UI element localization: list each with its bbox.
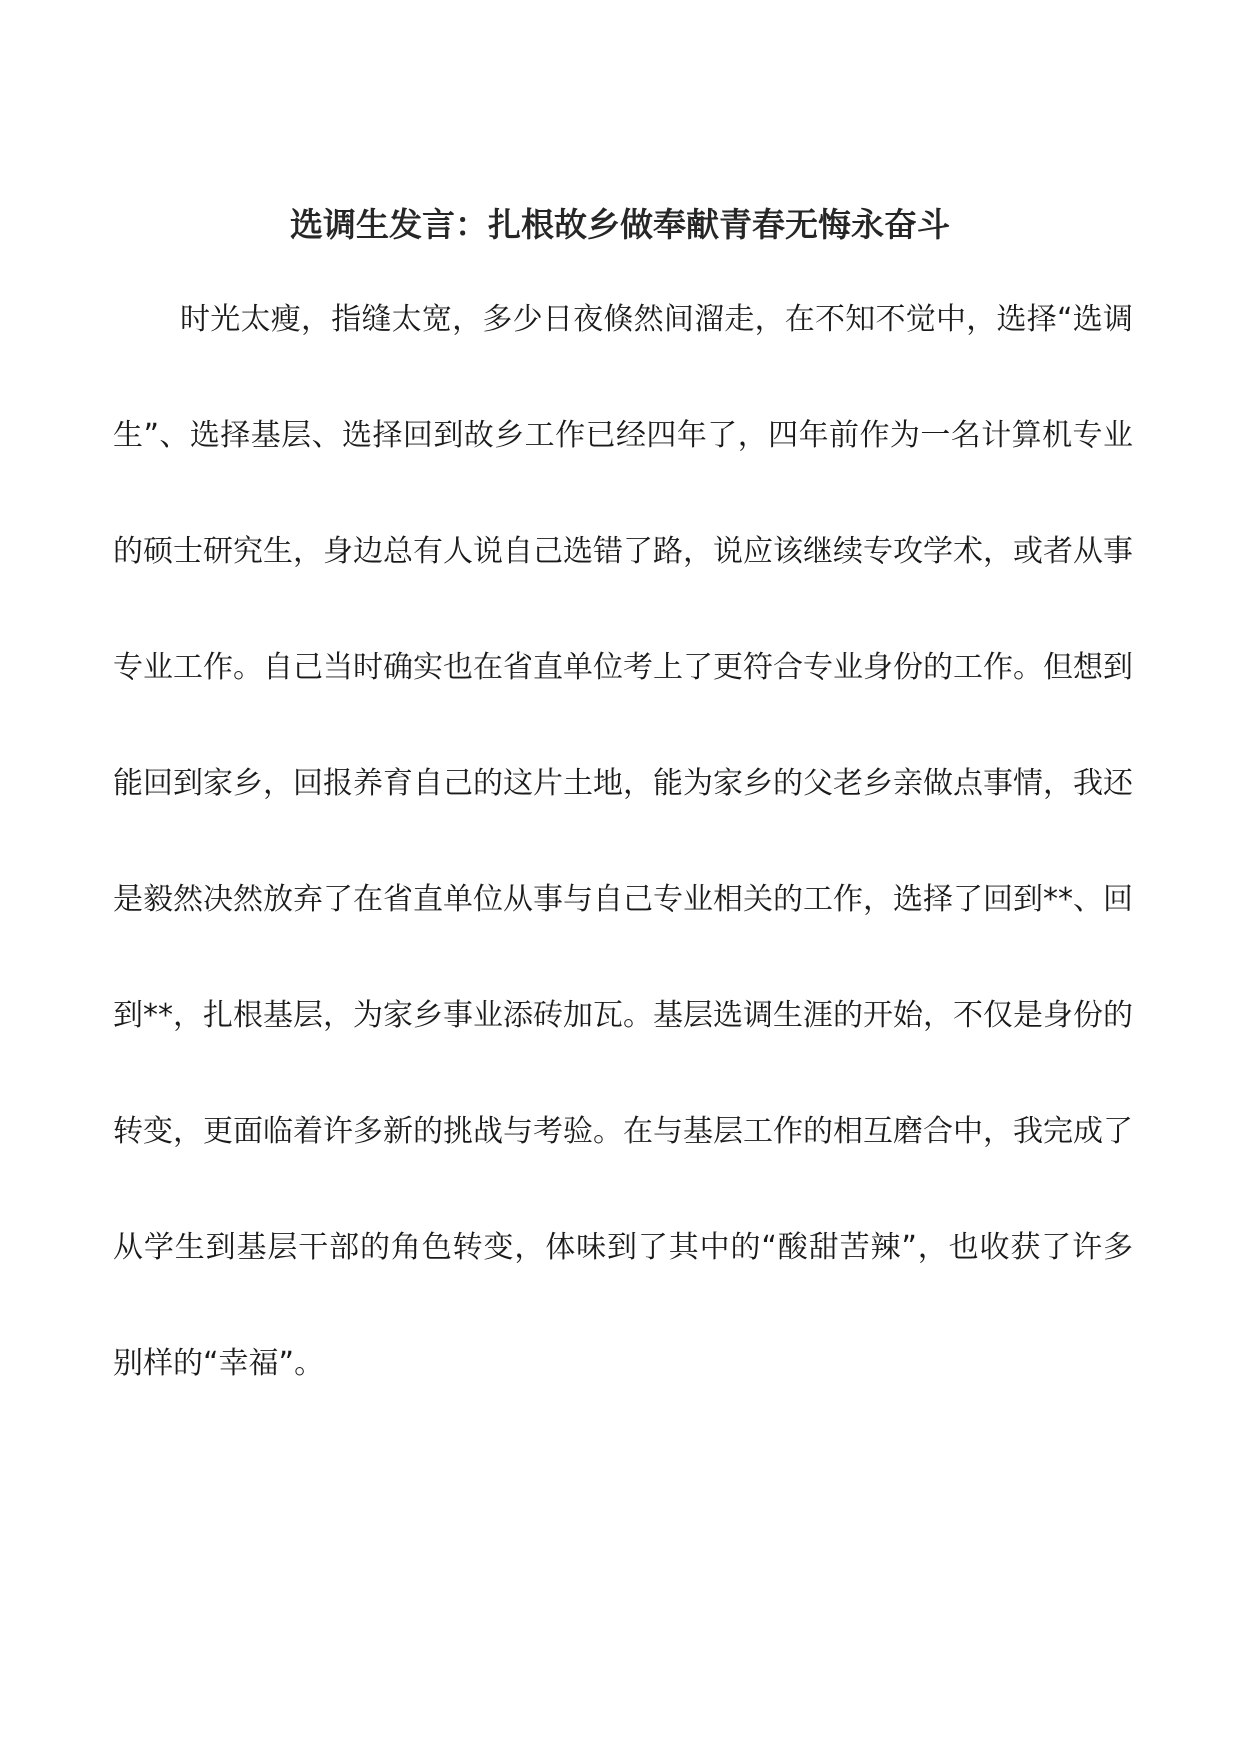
paragraph-line: 专业工作。自己当时确实也在省直单位考上了更符合专业身份的工作。但想到 [113, 650, 1133, 685]
paragraph-line: 从学生到基层干部的角色转变，体味到了其中的“酸甜苦辣”，也收获了许多 [113, 1230, 1133, 1265]
paragraph-line: 别样的“幸福”。 [113, 1346, 325, 1381]
paragraph-line: 到**，扎根基层，为家乡事业添砖加瓦。基层选调生涯的开始，不仅是身份的 [113, 998, 1133, 1033]
document-title: 选调生发言：扎根故乡做奉献青春无悔永奋斗 [290, 205, 950, 244]
paragraph-line: 时光太瘦，指缝太宽，多少日夜倏然间溜走，在不知不觉中，选择“选调 [180, 302, 1133, 337]
paragraph-line: 生”、选择基层、选择回到故乡工作已经四年了，四年前作为一名计算机专业 [113, 418, 1133, 453]
paragraph-line: 是毅然决然放弃了在省直单位从事与自己专业相关的工作，选择了回到**、回 [113, 882, 1133, 917]
paragraph-line: 的硕士研究生，身边总有人说自己选错了路，说应该继续专攻学术，或者从事 [113, 534, 1133, 569]
paragraph-line: 能回到家乡，回报养育自己的这片土地，能为家乡的父老乡亲做点事情，我还 [113, 766, 1133, 801]
paragraph-line: 转变，更面临着许多新的挑战与考验。在与基层工作的相互磨合中，我完成了 [113, 1114, 1133, 1149]
